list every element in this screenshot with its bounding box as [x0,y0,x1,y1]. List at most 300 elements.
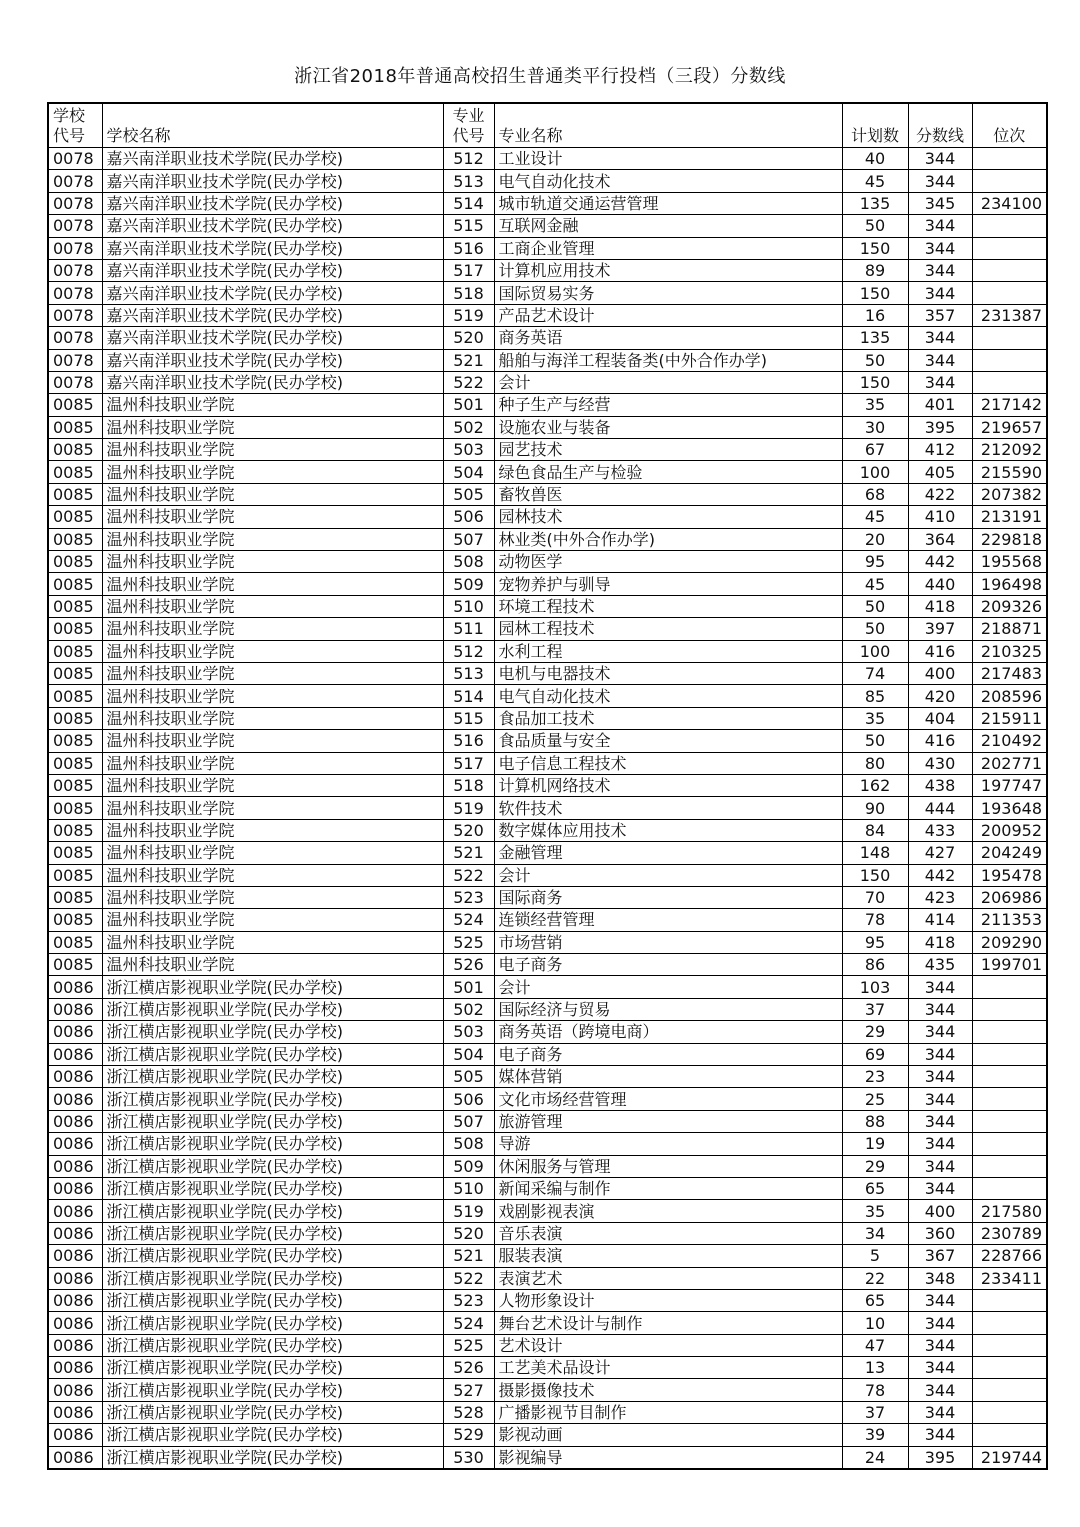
rank-cell: 199701 [972,954,1047,976]
school-name-cell: 浙江横店影视职业学院(民办学校) [102,1424,443,1446]
major-name-cell: 服装表演 [494,1245,842,1267]
major-code-cell: 522 [443,864,494,886]
major-name-cell: 船舶与海洋工程装备类(中外合作办学) [494,349,842,371]
table-row [48,662,1047,684]
major-code-cell: 519 [443,797,494,819]
rank-cell: 219744 [972,1446,1047,1469]
table-row [48,1245,1047,1267]
major-code-cell: 519 [443,1200,494,1222]
school-code-cell: 0086 [48,1222,102,1244]
rank-cell [972,1133,1047,1155]
score-cell: 422 [908,483,972,505]
school-code-cell: 0085 [48,394,102,416]
score-cell: 401 [908,394,972,416]
major-name-cell: 国际经济与贸易 [494,998,842,1020]
major-name-cell: 摄影摄像技术 [494,1379,842,1401]
plan-cell: 50 [842,730,908,752]
rank-cell [972,327,1047,349]
score-cell: 344 [908,1401,972,1423]
score-cell: 344 [908,371,972,393]
rank-cell: 217142 [972,394,1047,416]
school-name-cell: 浙江横店影视职业学院(民办学校) [102,1357,443,1379]
plan-cell: 50 [842,349,908,371]
table-row [48,1289,1047,1311]
plan-cell: 37 [842,998,908,1020]
table-row [48,394,1047,416]
plan-cell: 39 [842,1424,908,1446]
school-name-cell: 温州科技职业学院 [102,842,443,864]
school-code-cell: 0086 [48,1110,102,1132]
score-cell: 430 [908,752,972,774]
major-code-cell: 521 [443,1245,494,1267]
major-code-cell: 522 [443,1267,494,1289]
rank-cell: 209326 [972,595,1047,617]
table-row [48,551,1047,573]
major-name-cell: 工业设计 [494,148,842,170]
table-row [48,1312,1047,1334]
major-code-cell: 523 [443,1289,494,1311]
school-name-cell: 浙江横店影视职业学院(民办学校) [102,1177,443,1199]
school-code-cell: 0078 [48,237,102,259]
major-code-cell: 509 [443,1155,494,1177]
major-code-cell: 523 [443,886,494,908]
school-code-cell: 0085 [48,528,102,550]
rank-cell: 229818 [972,528,1047,550]
school-name-cell: 嘉兴南洋职业技术学院(民办学校) [102,237,443,259]
rank-cell [972,148,1047,170]
score-cell: 405 [908,461,972,483]
major-code-cell: 505 [443,483,494,505]
plan-cell: 34 [842,1222,908,1244]
major-code-cell: 503 [443,439,494,461]
school-code-cell: 0086 [48,1289,102,1311]
major-name-cell: 影视动画 [494,1424,842,1446]
major-code-cell: 501 [443,394,494,416]
score-cell: 344 [908,237,972,259]
table-row [48,327,1047,349]
major-name-cell: 工艺美术品设计 [494,1357,842,1379]
table-row [48,640,1047,662]
score-cell: 435 [908,954,972,976]
rank-cell [972,371,1047,393]
rank-cell: 197747 [972,774,1047,796]
page-title: 浙江省2018年普通高校招生普通类平行投档（三段）分数线 [294,66,786,87]
major-code-cell: 511 [443,618,494,640]
major-code-cell: 530 [443,1446,494,1469]
score-cell: 427 [908,842,972,864]
major-name-cell: 产品艺术设计 [494,304,842,326]
major-name-cell: 会计 [494,976,842,998]
rank-cell [972,215,1047,237]
score-table [47,102,1048,1470]
plan-cell: 47 [842,1334,908,1356]
major-code-cell: 518 [443,774,494,796]
major-name-cell: 商务英语（跨境电商） [494,1021,842,1043]
table-row [48,304,1047,326]
plan-cell: 30 [842,416,908,438]
major-name-cell: 工商企业管理 [494,237,842,259]
score-cell: 357 [908,304,972,326]
score-cell: 344 [908,1088,972,1110]
rank-cell: 195568 [972,551,1047,573]
rank-cell: 202771 [972,752,1047,774]
major-name-cell: 金融管理 [494,842,842,864]
table-row [48,1021,1047,1043]
major-code-cell: 524 [443,909,494,931]
rank-cell: 217580 [972,1200,1047,1222]
plan-cell: 10 [842,1312,908,1334]
rank-cell [972,1357,1047,1379]
major-code-cell: 522 [443,371,494,393]
school-name-cell: 温州科技职业学院 [102,954,443,976]
school-name-cell: 温州科技职业学院 [102,416,443,438]
major-code-cell: 515 [443,707,494,729]
school-code-cell: 0086 [48,1312,102,1334]
major-name-cell: 宠物养护与驯导 [494,573,842,595]
school-name-cell: 浙江横店影视职业学院(民办学校) [102,1222,443,1244]
school-code-cell: 0085 [48,573,102,595]
score-cell: 418 [908,931,972,953]
major-name-cell: 食品加工技术 [494,707,842,729]
school-name-cell: 浙江横店影视职业学院(民办学校) [102,1155,443,1177]
rank-cell: 230789 [972,1222,1047,1244]
school-name-cell: 嘉兴南洋职业技术学院(民办学校) [102,371,443,393]
major-name-cell: 表演艺术 [494,1267,842,1289]
major-code-cell: 520 [443,327,494,349]
major-code-cell: 509 [443,573,494,595]
plan-cell: 20 [842,528,908,550]
major-code-cell: 526 [443,954,494,976]
major-code-cell: 514 [443,192,494,214]
table-row [48,1222,1047,1244]
plan-cell: 85 [842,685,908,707]
table-row [48,573,1047,595]
score-cell: 397 [908,618,972,640]
major-name-cell: 连锁经营管理 [494,909,842,931]
major-code-cell: 512 [443,640,494,662]
plan-cell: 35 [842,1200,908,1222]
rank-cell: 233411 [972,1267,1047,1289]
major-name-cell: 电子商务 [494,1043,842,1065]
plan-cell: 23 [842,1066,908,1088]
score-cell: 410 [908,506,972,528]
plan-cell: 13 [842,1357,908,1379]
header-score: 分数线 [908,103,972,148]
school-name-cell: 浙江横店影视职业学院(民办学校) [102,998,443,1020]
table-row [48,506,1047,528]
major-name-cell: 电机与电器技术 [494,662,842,684]
major-name-cell: 文化市场经营管理 [494,1088,842,1110]
plan-cell: 5 [842,1245,908,1267]
plan-cell: 135 [842,192,908,214]
rank-cell: 209290 [972,931,1047,953]
rank-cell [972,1312,1047,1334]
school-code-cell: 0086 [48,1267,102,1289]
score-cell: 348 [908,1267,972,1289]
plan-cell: 40 [842,148,908,170]
school-code-cell: 0085 [48,730,102,752]
major-name-cell: 媒体营销 [494,1066,842,1088]
plan-cell: 70 [842,886,908,908]
major-code-cell: 527 [443,1379,494,1401]
major-name-cell: 音乐表演 [494,1222,842,1244]
score-cell: 344 [908,327,972,349]
school-code-cell: 0086 [48,1379,102,1401]
school-name-cell: 温州科技职业学院 [102,394,443,416]
major-code-cell: 525 [443,1334,494,1356]
score-cell: 395 [908,1446,972,1469]
school-name-cell: 浙江横店影视职业学院(民办学校) [102,1133,443,1155]
school-code-cell: 0078 [48,282,102,304]
table-row [48,439,1047,461]
school-name-cell: 浙江横店影视职业学院(民办学校) [102,1088,443,1110]
major-name-cell: 影视编导 [494,1446,842,1469]
rank-cell: 215911 [972,707,1047,729]
school-name-cell: 浙江横店影视职业学院(民办学校) [102,1021,443,1043]
plan-cell: 80 [842,752,908,774]
plan-cell: 162 [842,774,908,796]
school-name-cell: 温州科技职业学院 [102,595,443,617]
table-row [48,1446,1047,1469]
school-name-cell: 嘉兴南洋职业技术学院(民办学校) [102,148,443,170]
table-row [48,148,1047,170]
plan-cell: 135 [842,327,908,349]
score-cell: 344 [908,1066,972,1088]
school-code-cell: 0085 [48,483,102,505]
plan-cell: 69 [842,1043,908,1065]
school-name-cell: 嘉兴南洋职业技术学院(民办学校) [102,215,443,237]
score-cell: 344 [908,1379,972,1401]
score-cell: 344 [908,215,972,237]
major-code-cell: 519 [443,304,494,326]
table-row [48,1043,1047,1065]
school-name-cell: 温州科技职业学院 [102,797,443,819]
school-code-cell: 0086 [48,1424,102,1446]
table-row [48,595,1047,617]
school-code-cell: 0086 [48,1043,102,1065]
plan-cell: 100 [842,461,908,483]
school-name-cell: 温州科技职业学院 [102,573,443,595]
rank-cell: 200952 [972,819,1047,841]
major-name-cell: 广播影视节目制作 [494,1401,842,1423]
major-name-cell: 国际贸易实务 [494,282,842,304]
school-name-cell: 温州科技职业学院 [102,752,443,774]
table-row [48,954,1047,976]
rank-cell: 195478 [972,864,1047,886]
school-code-cell: 0085 [48,797,102,819]
plan-cell: 150 [842,282,908,304]
major-code-cell: 504 [443,461,494,483]
school-code-cell: 0085 [48,774,102,796]
plan-cell: 35 [842,707,908,729]
major-name-cell: 国际商务 [494,886,842,908]
table-row [48,730,1047,752]
school-code-cell: 0086 [48,1133,102,1155]
major-code-cell: 502 [443,416,494,438]
major-code-cell: 517 [443,752,494,774]
major-code-cell: 510 [443,595,494,617]
plan-cell: 45 [842,573,908,595]
plan-cell: 84 [842,819,908,841]
table-header-row [48,103,1047,148]
rank-cell [972,1379,1047,1401]
school-code-cell: 0085 [48,595,102,617]
table-row [48,1066,1047,1088]
school-name-cell: 浙江横店影视职业学院(民办学校) [102,1245,443,1267]
plan-cell: 90 [842,797,908,819]
school-name-cell: 浙江横店影视职业学院(民办学校) [102,1401,443,1423]
score-cell: 344 [908,998,972,1020]
major-code-cell: 513 [443,662,494,684]
school-name-cell: 浙江横店影视职业学院(民办学校) [102,1312,443,1334]
plan-cell: 65 [842,1177,908,1199]
rank-cell: 210492 [972,730,1047,752]
school-name-cell: 嘉兴南洋职业技术学院(民办学校) [102,349,443,371]
table-row [48,819,1047,841]
table-row [48,1424,1047,1446]
table-row [48,1088,1047,1110]
major-name-cell: 林业类(中外合作办学) [494,528,842,550]
major-code-cell: 513 [443,170,494,192]
plan-cell: 95 [842,551,908,573]
rank-cell: 213191 [972,506,1047,528]
table-row [48,886,1047,908]
rank-cell: 219657 [972,416,1047,438]
school-name-cell: 嘉兴南洋职业技术学院(民办学校) [102,170,443,192]
plan-cell: 24 [842,1446,908,1469]
school-code-cell: 0085 [48,506,102,528]
school-code-cell: 0086 [48,1245,102,1267]
major-name-cell: 设施农业与装备 [494,416,842,438]
major-code-cell: 529 [443,1424,494,1446]
rank-cell [972,1043,1047,1065]
plan-cell: 150 [842,371,908,393]
rank-cell [972,259,1047,281]
major-code-cell: 521 [443,842,494,864]
major-name-cell: 电气自动化技术 [494,170,842,192]
major-code-cell: 505 [443,1066,494,1088]
school-code-cell: 0086 [48,1446,102,1469]
plan-cell: 19 [842,1133,908,1155]
school-code-cell: 0078 [48,259,102,281]
rank-cell [972,1021,1047,1043]
plan-cell: 86 [842,954,908,976]
school-name-cell: 嘉兴南洋职业技术学院(民办学校) [102,304,443,326]
table-row [48,842,1047,864]
rank-cell [972,1289,1047,1311]
score-cell: 420 [908,685,972,707]
school-name-cell: 温州科技职业学院 [102,774,443,796]
major-code-cell: 517 [443,259,494,281]
plan-cell: 68 [842,483,908,505]
plan-cell: 89 [842,259,908,281]
score-cell: 344 [908,1021,972,1043]
score-cell: 433 [908,819,972,841]
plan-cell: 103 [842,976,908,998]
plan-cell: 50 [842,595,908,617]
score-cell: 416 [908,730,972,752]
major-name-cell: 电气自动化技术 [494,685,842,707]
rank-cell: 218871 [972,618,1047,640]
score-cell: 423 [908,886,972,908]
major-name-cell: 休闲服务与管理 [494,1155,842,1177]
header-plan: 计划数 [842,103,908,148]
plan-cell: 29 [842,1021,908,1043]
score-cell: 442 [908,551,972,573]
rank-cell [972,1088,1047,1110]
rank-cell: 207382 [972,483,1047,505]
major-code-cell: 507 [443,1110,494,1132]
rank-cell [972,1424,1047,1446]
major-name-cell: 数字媒体应用技术 [494,819,842,841]
major-name-cell: 环境工程技术 [494,595,842,617]
header-school-code: 学校 代号 [48,103,102,148]
rank-cell: 193648 [972,797,1047,819]
major-name-cell: 电子商务 [494,954,842,976]
score-cell: 400 [908,1200,972,1222]
school-name-cell: 浙江横店影视职业学院(民办学校) [102,1200,443,1222]
school-name-cell: 温州科技职业学院 [102,551,443,573]
table-row [48,909,1047,931]
school-name-cell: 浙江横店影视职业学院(民办学校) [102,976,443,998]
score-cell: 438 [908,774,972,796]
school-code-cell: 0085 [48,640,102,662]
major-name-cell: 园林工程技术 [494,618,842,640]
major-code-cell: 521 [443,349,494,371]
school-name-cell: 嘉兴南洋职业技术学院(民办学校) [102,327,443,349]
score-cell: 414 [908,909,972,931]
plan-cell: 78 [842,1379,908,1401]
school-name-cell: 温州科技职业学院 [102,864,443,886]
table-row [48,259,1047,281]
school-code-cell: 0086 [48,998,102,1020]
major-name-cell: 计算机网络技术 [494,774,842,796]
plan-cell: 35 [842,394,908,416]
major-name-cell: 水利工程 [494,640,842,662]
table-row [48,1200,1047,1222]
major-code-cell: 506 [443,1088,494,1110]
major-name-cell: 会计 [494,371,842,393]
school-name-cell: 温州科技职业学院 [102,886,443,908]
table-row [48,618,1047,640]
major-code-cell: 507 [443,528,494,550]
score-cell: 400 [908,662,972,684]
school-name-cell: 温州科技职业学院 [102,909,443,931]
table-row [48,752,1047,774]
rank-cell: 204249 [972,842,1047,864]
table-row [48,1334,1047,1356]
school-name-cell: 温州科技职业学院 [102,618,443,640]
plan-cell: 65 [842,1289,908,1311]
score-cell: 395 [908,416,972,438]
school-code-cell: 0085 [48,662,102,684]
school-code-cell: 0085 [48,685,102,707]
score-cell: 416 [908,640,972,662]
rank-cell [972,1110,1047,1132]
rank-cell [972,998,1047,1020]
school-code-cell: 0086 [48,1357,102,1379]
plan-cell: 100 [842,640,908,662]
table-row [48,998,1047,1020]
school-code-cell: 0078 [48,215,102,237]
table-row [48,1177,1047,1199]
table-row [48,707,1047,729]
score-cell: 344 [908,1177,972,1199]
school-code-cell: 0078 [48,327,102,349]
school-name-cell: 温州科技职业学院 [102,931,443,953]
major-name-cell: 互联网金融 [494,215,842,237]
plan-cell: 150 [842,864,908,886]
